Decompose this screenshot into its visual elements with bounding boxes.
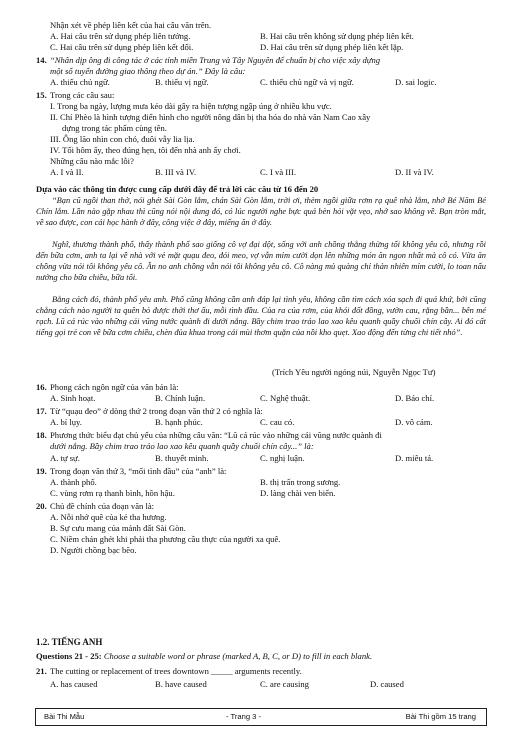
passage-heading: Dựa vào các thông tin được cung cấp dưới đây để trả lời các câu từ 16 đến 20 xyxy=(36,184,319,194)
q13-option-c[interactable]: C. Hai câu trên sử dụng phép liên kết đối. xyxy=(50,42,194,52)
q20-stem: Chủ đề chính của đoạn văn là: xyxy=(50,501,155,511)
q14-option-b[interactable]: B. thiếu vị ngữ. xyxy=(155,77,209,87)
q15-number: 15. xyxy=(36,90,47,100)
q21-option-c[interactable]: C. are causing xyxy=(260,679,309,689)
q15-option-d[interactable]: D. II và IV. xyxy=(395,167,434,177)
english-instructions xyxy=(36,651,372,662)
passage-paragraph-1: “Bạn cũ ngồi than thở, nói ghét Sài Gòn lắm, chán Sài Gòn lắm, trời ơi, thèm ngồi giữa rơm rạ quê nhà lắm, nhớ Bé Năm Bé Chín lắm. Lần nào gặp nhau thì cũng nói nội dung đó, có lúc người nghe bực quá bèn hỏi vặt vẹo, nhớ sao không về. Bạn tròn mắt, về sao được, con cái học hành ở đây, công việc ở đây, miếng ăn ở đây. xyxy=(36,196,486,227)
english-instructions-text: Choose a suitable word or phrase (marked A, B, C, or D) to fill in each blank. xyxy=(103,651,373,661)
q14-stem-line2: một số tuyến đường giao thông theo dự án.” Đây là câu: xyxy=(50,66,246,76)
q15-ask: Những câu nào mắc lỗi? xyxy=(50,156,134,166)
footer-left: Bài Thi Mẫu xyxy=(44,712,85,721)
q15-sentence-2b: dựng trong tác phẩm cùng tên. xyxy=(62,123,167,133)
q16-option-a[interactable]: A. Sinh hoạt. xyxy=(50,393,96,403)
q20-option-c[interactable]: C. Niềm chán ghét khi phải tha phương cầu thực của người xa quê. xyxy=(50,534,281,544)
q17-option-a[interactable]: A. bí lụy. xyxy=(50,417,82,427)
q14-option-d[interactable]: D. sai logic. xyxy=(395,77,437,87)
passage-source: (Trích Yêu người ngóng núi, Nguyễn Ngọc Tư) xyxy=(272,367,436,377)
q19-option-b[interactable]: B. thị trấn trong sương. xyxy=(260,477,341,487)
q21-option-a[interactable]: A. has caused xyxy=(50,679,98,689)
q13-stem: Nhận xét về phép liên kết của hai câu văn trên. xyxy=(50,20,212,30)
q15-sentence-2a: II. Chí Phèo là hình tượng điển hình cho người nông dân bị tha hóa do nhà văn Nam Cao xây xyxy=(50,112,371,122)
q18-stem-line2: dưới nắng. Bầy chim trao trảo lao xao kêu quanh quầy chuối chín cây...” là: xyxy=(50,441,314,451)
q18-option-c[interactable]: C. nghị luận. xyxy=(260,453,305,463)
english-section-title: 1.2. TIẾNG ANH xyxy=(36,637,103,647)
q17-stem: Từ “quạu đeo” ở dòng thứ 2 trong đoạn văn thứ 2 có nghĩa là: xyxy=(50,406,263,416)
q14-option-a[interactable]: A. thiếu chủ ngữ. xyxy=(50,77,110,87)
q16-option-c[interactable]: C. Nghệ thuật. xyxy=(260,393,311,403)
q18-stem-line1: Phương thức biểu đạt chủ yếu của những câu văn: “Lũ cá rúc vào những cái vũng nước quành đi xyxy=(50,430,382,440)
q16-option-b[interactable]: B. Chính luận. xyxy=(155,393,206,403)
q16-number: 16. xyxy=(36,382,47,392)
q21-option-d[interactable]: D. caused xyxy=(370,679,404,689)
q20-option-d[interactable]: D. Người chồng bạc bẽo. xyxy=(50,545,137,555)
q20-option-b[interactable]: B. Sự cưu mang của mảnh đất Sài Gòn. xyxy=(50,523,186,533)
q14-stem-line1: “Nhân dịp ông đi công tác ở các tỉnh miền Trung và Tây Nguyên để chuẩn bị cho việc xây dựng xyxy=(50,55,381,65)
q16-option-d[interactable]: D. Báo chí. xyxy=(395,393,435,403)
q20-number: 20. xyxy=(36,501,47,511)
q17-option-c[interactable]: C. cau có. xyxy=(260,417,295,427)
q18-number: 18. xyxy=(36,430,47,440)
q15-stem: Trong các câu sau: xyxy=(50,90,115,100)
q20-option-a[interactable]: A. Nỗi nhớ quê của kẻ tha hương. xyxy=(50,512,167,522)
q15-option-a[interactable]: A. I và II. xyxy=(50,167,84,177)
q16-stem: Phong cách ngôn ngữ của văn bản là: xyxy=(50,382,179,392)
q19-option-c[interactable]: C. vùng rơm rạ thanh bình, hồn hậu. xyxy=(50,488,175,498)
english-instructions-label: Questions 21 - 25: xyxy=(36,651,102,661)
q19-option-d[interactable]: D. làng chài ven biển. xyxy=(260,488,336,498)
q15-sentence-4: IV. Tối hôm ấy, theo đúng hẹn, tôi đến nhà anh ấy chơi. xyxy=(50,145,241,155)
q14-option-c[interactable]: C. thiếu chủ ngữ và vị ngữ. xyxy=(260,77,354,87)
q13-option-a[interactable]: A. Hai câu trên sử dụng phép liên tưởng. xyxy=(50,31,191,41)
q18-option-b[interactable]: B. thuyết minh. xyxy=(155,453,209,463)
q19-number: 19. xyxy=(36,466,47,476)
q17-option-b[interactable]: B. hạnh phúc. xyxy=(155,417,203,427)
q18-option-d[interactable]: D. miêu tả. xyxy=(395,453,434,463)
footer-right: Bài Thi gồm 15 trang xyxy=(405,712,476,721)
q15-option-c[interactable]: C. I và III. xyxy=(260,167,297,177)
q17-number: 17. xyxy=(36,406,47,416)
q17-option-d[interactable]: D. vô cảm. xyxy=(395,417,433,427)
footer-page-number: - Trang 3 - xyxy=(226,712,262,721)
passage-paragraph-3: Bằng cách đó, thành phố yêu anh. Phố cũng không cần anh đáp lại tình yêu, không cần tìm cách xóa sạch đi quá khứ, bởi cũng chẳng cách nào người ta quên bỏ được thời thơ ấu, mỗi tình đầu. Của ra của rơm, của khói đốt đồng, vườn cau, rặng bần... bên mé rạch. Lũ cá rúc vào những cái vũng nước quành đi dưới nắng. Bầy chim trao trảo lao xao kêu quanh quầy chuối chín cây. Ai đó cất tiếng gọi trẻ con về bữa cơm chiều, chèn đủa khua trong cái mùi thơm quặn của nồi kho quẹt. Xao động đến từng chi tiết nhỏ”. xyxy=(36,295,486,337)
q21-stem: The cutting or replacement of trees downtown _____ arguments recently. xyxy=(50,666,302,676)
q13-option-b[interactable]: B. Hai câu trên không sử dụng phép liên kết. xyxy=(260,31,414,41)
page-footer xyxy=(35,708,487,726)
q18-option-a[interactable]: A. tự sự. xyxy=(50,453,80,463)
q21-option-b[interactable]: B. have caused xyxy=(155,679,207,689)
q13-option-d[interactable]: D. Hai câu trên sử dụng phép liên kết lặp. xyxy=(260,42,404,52)
q15-sentence-3: III. Ông lão nhìn con chó, đuôi vẫy lia lịa. xyxy=(50,134,195,144)
passage-paragraph-2: Nghĩ, thương thành phố, thấy thành phố sao giống cô vợ đại dột, sống với anh chồng thẳng thừng tối không yêu cô, nhưng rồi đến bữa cơm, anh ta lại về nhà với vẻ mặt quạu đeo, đói meo, vợ vẫn mỉm cười dọn lên những món ăn ngon nhất mà cô có. Vừa ăn chồng vừa nói tôi không yêu cô. Ăn no anh chồng vẫn nói tôi không yêu cô. Cô nàng mủ quàng chỉ thản nhiên mỉm cười, lo toan nấu nướng cho bữa chiều, bữa tối. xyxy=(36,240,486,282)
q14-number: 14. xyxy=(36,55,47,65)
q15-sentence-1: I. Trong ba ngày, lượng mưa kéo dài gây ra hiện tượng ngập úng ở nhiều khu vực. xyxy=(50,101,332,111)
q15-option-b[interactable]: B. III và IV. xyxy=(155,167,197,177)
q21-number: 21. xyxy=(36,666,47,676)
q19-stem: Trong đoạn văn thứ 3, “mối tình đầu” của “anh” là: xyxy=(50,466,227,476)
q19-option-a[interactable]: A. thành phố. xyxy=(50,477,97,487)
